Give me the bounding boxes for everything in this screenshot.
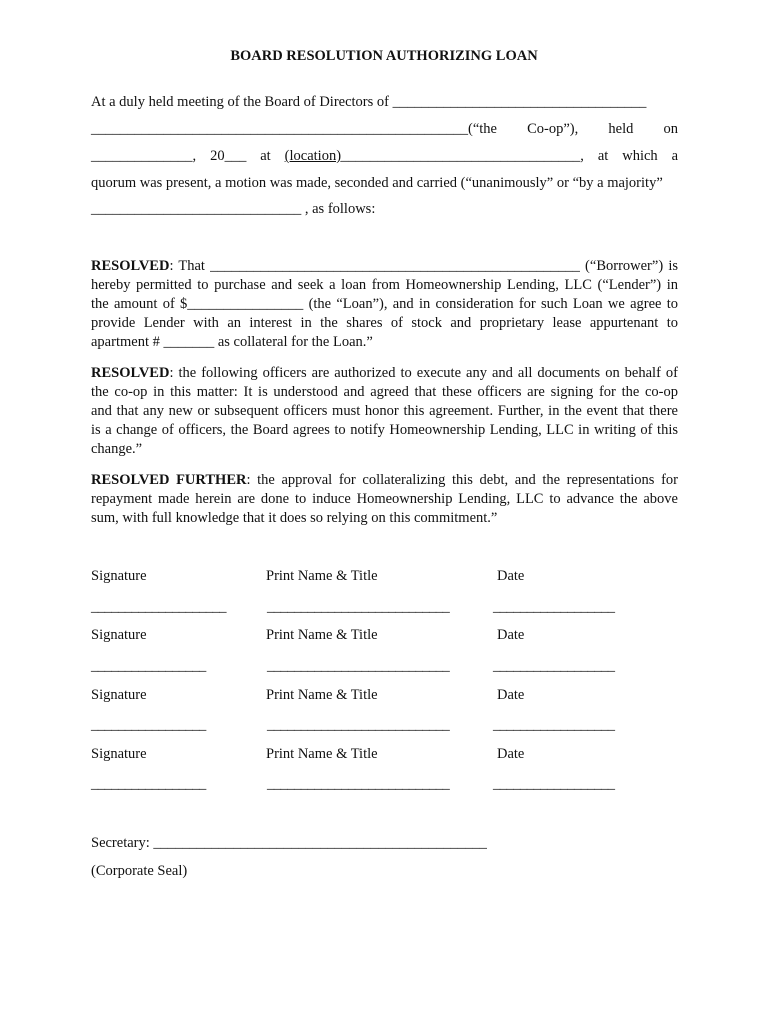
intro-line-1: At a duly held meeting of the Board of Directors of ___________________________________ xyxy=(91,94,647,110)
resolution-line xyxy=(91,364,678,383)
resolved-heading: RESOLVED xyxy=(91,365,170,381)
resolution-line: sum, with full knowledge that it does so relying on this commitment.” xyxy=(91,510,498,526)
print-name-label: Print Name & Title xyxy=(266,568,378,584)
date-label: Date xyxy=(497,627,525,643)
intro-line-3 xyxy=(91,148,678,165)
intro-text: held xyxy=(608,121,634,137)
resolution-borrower xyxy=(91,257,678,352)
date-line[interactable]: __________________ xyxy=(493,599,615,615)
intro-text: (“the xyxy=(468,121,497,137)
resolution-line: change.” xyxy=(91,441,143,457)
signature-label: Signature xyxy=(91,746,147,762)
location-label: (location) xyxy=(284,148,342,164)
date-line[interactable]: __________________ xyxy=(493,658,615,674)
intro-text: on xyxy=(663,121,679,137)
location-blank: _________________________________, xyxy=(341,148,584,164)
intro-line-4: quorum was present, a motion was made, seconded and carried (“unanimously” or “by a majority” xyxy=(91,175,663,191)
resolution-officers xyxy=(91,364,678,459)
resolution-line: is a change of officers, the Board agrees to notify Homeownership Lending, LLC in writing of this xyxy=(91,422,678,438)
print-name-label: Print Name & Title xyxy=(266,687,378,703)
signature-label: Signature xyxy=(91,627,147,643)
intro-line-2 xyxy=(91,121,678,138)
print-name-line[interactable]: ___________________________ xyxy=(267,658,450,674)
print-name-label: Print Name & Title xyxy=(266,627,378,643)
date-line[interactable]: __________________ xyxy=(493,776,615,792)
print-name-label: Print Name & Title xyxy=(266,746,378,762)
resolution-line: provide Lender with an interest in the shares of stock and proprietary lease appurtenant to xyxy=(91,315,678,331)
corporate-seal-label: (Corporate Seal) xyxy=(91,863,188,879)
signature-line[interactable]: _________________ xyxy=(91,717,206,733)
resolution-line xyxy=(91,471,678,490)
date-blank: ______________, xyxy=(91,148,197,164)
intro-text: Co-op”), xyxy=(527,121,579,137)
signature-line[interactable]: _________________ xyxy=(91,776,206,792)
resolved-heading: RESOLVED xyxy=(91,258,170,274)
resolution-further xyxy=(91,471,678,528)
intro-text: at xyxy=(260,148,271,164)
document-title: BOARD RESOLUTION AUTHORIZING LOAN xyxy=(230,48,538,64)
intro-line-5: _____________________________ , as follows: xyxy=(91,201,376,217)
coop-name-blank: ____________________________________________________ xyxy=(91,121,468,137)
date-line[interactable]: __________________ xyxy=(493,717,615,733)
resolution-line: and that any new or subsequent officers must honor this agreement. Further, in the event that there xyxy=(91,403,678,419)
print-name-line[interactable]: ___________________________ xyxy=(267,776,450,792)
year-blank: 20___ xyxy=(210,148,247,164)
signature-label: Signature xyxy=(91,687,147,703)
intro-text: at which a xyxy=(597,148,679,164)
resolution-line xyxy=(91,257,678,276)
secretary-line[interactable]: Secretary: ______________________________________________ xyxy=(91,835,487,851)
signature-label: Signature xyxy=(91,568,147,584)
date-label: Date xyxy=(497,568,525,584)
date-label: Date xyxy=(497,687,525,703)
signature-line[interactable]: ____________________ xyxy=(91,599,226,615)
print-name-line[interactable]: ___________________________ xyxy=(267,599,450,615)
resolution-line: hereby permitted to purchase and seek a loan from Homeownership Lending, LLC (“Lender”) in xyxy=(91,277,678,293)
resolution-line: apartment # _______ as collateral for the Loan.” xyxy=(91,334,373,350)
resolution-text: : That ___________________________________________________ (“Borrower”) is xyxy=(169,258,678,274)
print-name-line[interactable]: ___________________________ xyxy=(267,717,450,733)
resolved-further-heading: RESOLVED FURTHER xyxy=(91,472,247,488)
resolution-line: repayment made herein are done to induce Homeownership Lending, LLC to advance the above xyxy=(91,491,678,507)
resolution-line: the amount of $________________ (the “Loan”), and in consideration for such Loan we agree to xyxy=(91,296,678,312)
resolution-text: : the approval for collateralizing this debt, and the representations for xyxy=(246,472,678,488)
signature-line[interactable]: _________________ xyxy=(91,658,206,674)
resolution-line: the co-op in this matter: It is understood and agreed that these officers are signing for the co-op xyxy=(91,384,678,400)
date-label: Date xyxy=(497,746,525,762)
resolution-text: : the following officers are authorized to execute any and all documents on behalf of xyxy=(169,365,678,381)
